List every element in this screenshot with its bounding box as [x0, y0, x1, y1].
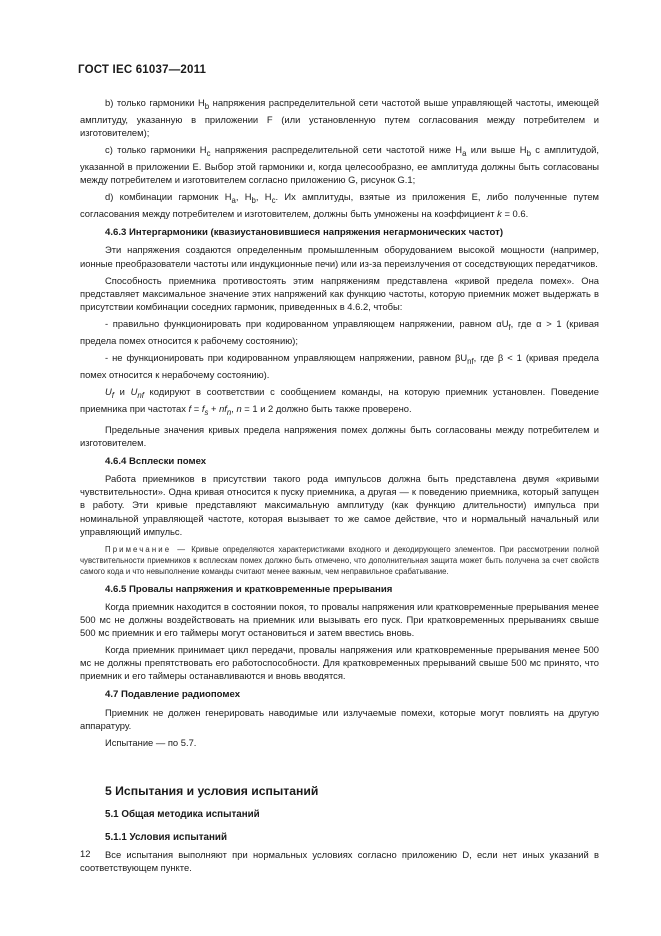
para-b: b) только гармоники $H_b$ напряжения распределительной сети частотой выше управляющей частоты, имеющей амплитуду, указанную в приложении F (или установленную путем согласования между потребителем и изготовителем); [80, 97, 599, 139]
note-label: Примечание — [105, 544, 188, 554]
heading-4-6-3: 4.6.3 Интергармоники (квазиустановившиеся напряжения негармонических частот) [105, 227, 504, 239]
heading-5-1: 5.1 Общая методика испытаний [105, 808, 260, 820]
para-radio: Приемник не должен генерировать наводимые или излучаемые помехи, которые могут повлиять на другую аппаратуру. [80, 706, 599, 731]
para-immunity: Способность приемника противостоять этим напряжениям представлена «кривой предела помех». Она представляет максимальное значение этих напряжений как функцию частоты, которую приемник может выдержать в присутствии комбинации соседних гармоник, приведенных в 4.6.2, чтобы: [80, 274, 599, 312]
para-incorrect: - не функционировать при кодированном управляющем напряжении, равном $\beta U_{nf}$, где β < 1 (кривая предела помех относится к нерабочему состоянию). [80, 352, 599, 380]
heading-5-1-1: 5.1.1 Условия испытаний [105, 831, 227, 843]
para-test: Испытание — по 5.7. [105, 736, 197, 748]
heading-4-6-5: 4.6.5 Провалы напряжения и кратковременные прерывания [105, 583, 393, 595]
para-bursts: Работа приемников в присутствии такого рода импульсов должна быть представлена двумя «кривыми чувствительности». Одна кривая относится к пуску приемника, а другая — к поведению приемника, который запущен в работу. Эти кривые представляют максимальную амплитуду (как функцию длительности) импульса при номинальной управляющей частоте, которая вызывает то же самое действие, что и нормальный начальный или управляющий импульс. [80, 473, 599, 537]
page-number: 12 [80, 848, 91, 859]
heading-5: 5 Испытания и условия испытаний [105, 783, 319, 798]
para-limits: Предельные значения кривых предела напряжения помех должны быть согласованы между потребителем и изготовителем. [80, 424, 599, 449]
para-conditions: Все испытания выполняют при нормальных условиях согласно приложению D, если нет иных указаний в соответствующем пункте. [80, 849, 599, 874]
document-body [80, 96, 599, 874]
note-curves [80, 544, 599, 577]
para-idle: Когда приемник находится в состоянии покоя, то провалы напряжения или кратковременные прерывания менее 500 мс не должны воздействовать на приемник или вызывать его пуск. При кратковременных прерываниях свыше 500 мс приемник и его таймеры могут остановиться и затем ввестись вновь. [80, 600, 599, 639]
heading-4-6-4: 4.6.4 Всплески помех [105, 456, 207, 468]
para-receiving: Когда приемник принимает цикл передачи, провалы напряжения или кратковременные прерывания менее 500 мс не должны препятствовать его работоспособности. Для кратковременных прерываний свыше 500 мс принято, что приемник и его таймеры останавливаются и вновь вводятся. [80, 644, 599, 682]
standard-code-header: ГОСТ IEC 61037—2011 [78, 64, 207, 76]
note-text: Кривые определяются характеристиками входного и декодирующего элементов. При рассмотрении полной чувствительности приемников к всплескам помех должно быть отмечено, что дополнительная защита может быть получена за счет свойств самого кода и что невыполнение команды считают менее важным, чем неправильное срабатывание. [80, 544, 599, 576]
para-interharmonics: Эти напряжения создаются определенным промышленным оборудованием высокой мощности (например, ионные преобразователи частоты или индукционные печи) или из-за переизлучения от соседствующих передатчиков. [80, 244, 599, 269]
para-uf: $U_f$ и $U_{nf}$ кодируют в соответствии с сообщением команды, на которую приемник установлен. Поведение приемника при частотах $f = f_s + nf_n$, n = 1 и 2 должно быть также проверено. [80, 386, 600, 417]
heading-4-7: 4.7 Подавление радиопомех [105, 689, 241, 701]
para-d: d) комбинации гармоник $H_a$, $H_b$, $H_c$. Их амплитуды, взятые из приложения E, либо полученные путем согласования между потребителем и изготовителем, должны быть умножены на коэффициент k = 0.6. [80, 191, 599, 220]
para-correct: - правильно функционировать при кодированном управляющем напряжении, равном $\alpha U_f$, где α > 1 (кривая предела помех относится к рабочему состоянию); [80, 317, 599, 346]
para-c: c) только гармоники $H_c$ напряжения распределительной сети частотой ниже $H_a$ или выше $H_b$ с амплитудой, указанной в приложении E. Выбор этой гармоники и, когда целесообразно, ее амплитуда должны быть согласованы между потребителем и изготовителем согласно приложению G, рисунок G.1; [80, 144, 600, 186]
